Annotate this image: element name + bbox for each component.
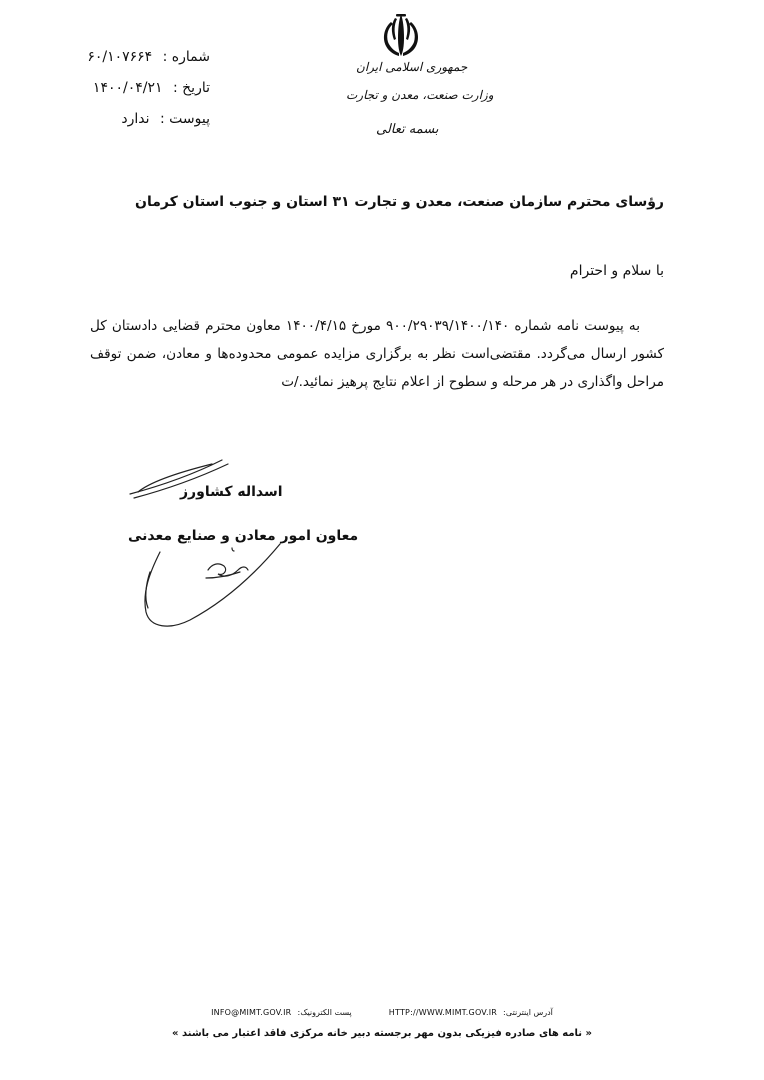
letter-number-row xyxy=(60,42,210,73)
footer-website: HTTP://WWW.MIMT.GOV.IR xyxy=(388,1008,498,1017)
letter-attachment-row xyxy=(60,104,210,135)
letter-body: به پیوست نامه شماره ۹۰۰/۲۹۰۳۹/۱۴۰۰/۱۴۰ مورخ ۱۴۰۰/۴/۱۵ معاون محترم قضایی دادستان کل کشور ارسال می‌گردد. مقتضی‌است نظر به برگزاری مزایده عمومی محدوده‌ها و معادن، ضمن توقف مراحل واگذاری در هر مرحله و سطوح از اعلام نتایج پرهیز نمائید./ت xyxy=(90,318,664,390)
footer-website-label: :آدرس اینترنتی xyxy=(503,1008,553,1017)
letter-meta xyxy=(60,42,210,135)
government-name: جمهوری اسلامی ایران xyxy=(356,60,468,74)
letter-date-row xyxy=(60,73,210,104)
footer-email-label: :پست الکترونیک xyxy=(297,1008,352,1017)
footer-contact xyxy=(0,1008,764,1017)
letter-addressee: رؤسای محترم سازمان صنعت، معدن و تجارت ۳۱ استان و جنوب استان کرمان xyxy=(135,194,664,210)
signatory-title: معاون امور معادن و صنایع معدنی xyxy=(128,528,359,544)
letter-number-label: شماره : xyxy=(162,49,210,65)
footer-email: INFO@MIMT.GOV.IR xyxy=(211,1008,292,1017)
letter-date-value: ۱۴۰۰/۰۴/۲۱ xyxy=(92,80,163,96)
letter-greeting: با سلام و احترام xyxy=(569,263,664,279)
signatory-name: اسداله کشاورز xyxy=(180,484,283,500)
bismillah-heading: بسمه تعالی xyxy=(376,122,439,137)
footer-note: « نامه های صادره فیزیکی بدون مهر برجسته دبیر خانه مرکزی فاقد اعتبار می باشند » xyxy=(172,1028,592,1039)
letter-attachment-label: پیوست : xyxy=(160,111,210,127)
ministry-name: وزارت صنعت، معدن و تجارت xyxy=(346,88,494,102)
iran-emblem-icon xyxy=(374,10,428,60)
letter-date-label: تاریخ : xyxy=(172,80,210,96)
letter-number-value: ۶۰/۱۰۷۶۶۴ xyxy=(87,49,153,65)
letter-attachment-value: ندارد xyxy=(121,111,150,127)
